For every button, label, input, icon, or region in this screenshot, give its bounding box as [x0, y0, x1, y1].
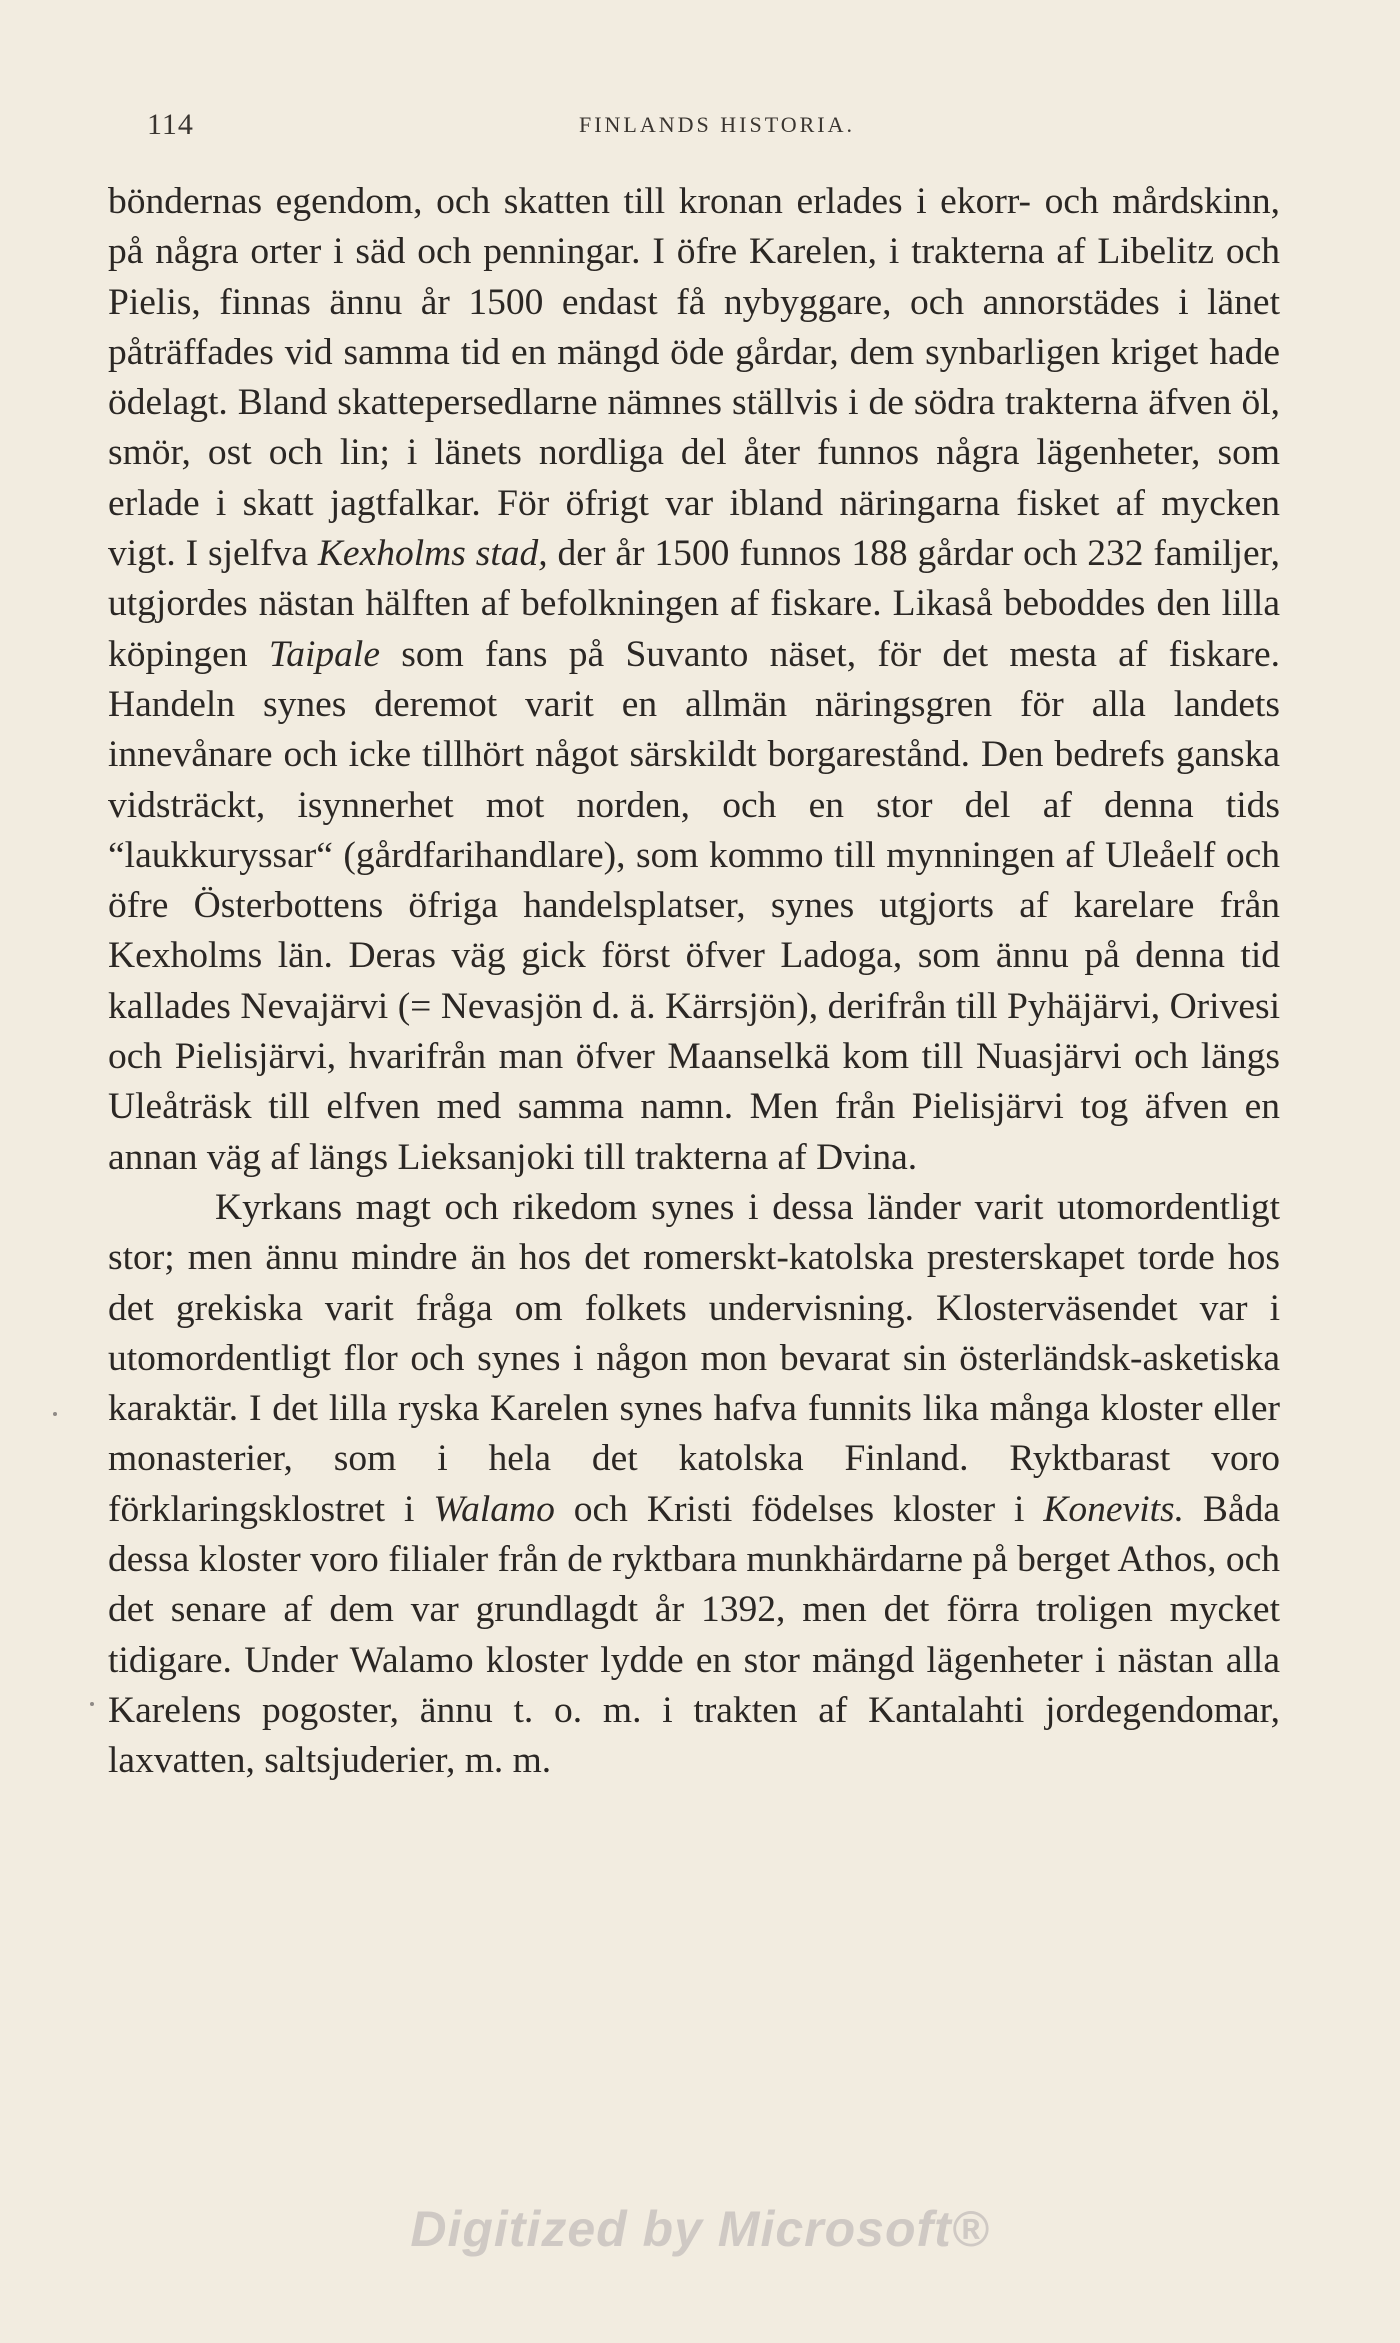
- paragraph-2-italic-konevits: Konevits.: [1043, 1488, 1184, 1530]
- paragraph-1: [108, 177, 1280, 1183]
- page-header: [147, 108, 1287, 148]
- paragraph-2-text-b: och Kristi födelses kloster i: [554, 1488, 1044, 1530]
- paragraph-2-text-c: Båda dessa kloster voro filialer från de ryktbara munkhärdarne på berget Athos, och det senare af dem var grundlagdt år 1392, men det förra troligen mycket tidigare. Under Walamo kloster lydde en stor mängd lägenheter i nästan alla Karelens pogoster, ännu t. o. m. i trakten af Kantalahti jordegendomar, laxvatten, saltsjuderier, m. m.: [108, 1488, 1280, 1782]
- paragraph-1-text-c: som fans på Suvanto näset, för det mesta af fiskare. Handeln synes deremot varit en allmän näringsgren för alla landets innevånare och icke tillhört något särskildt borgarestånd. Den bedrefs ganska vidsträckt, isynnerhet mot norden, och en stor del af denna tids “laukkuryssar“ (gårdfarihandlare), som kommo till mynningen af Uleåelf och öfre Österbottens öfriga handelsplatser, synes utgjorts af karelare från Kexholms län. Deras väg gick först öfver Ladoga, som ännu på denna tid kallades Nevajärvi (= Nevasjön d. ä. Kärrsjön), derifrån till Pyhäjärvi, Orivesi och Pielisjärvi, hvarifrån man öfver Maanselkä kom till Nuasjärvi och längs Uleåträsk till elfven med samma namn. Men från Pielisjärvi tog äfven en annan väg af längs Lieksanjoki till trakterna af Dvina.: [108, 633, 1280, 1178]
- paragraph-2-italic-walamo: Walamo: [433, 1488, 555, 1530]
- page-number: 114: [147, 108, 194, 141]
- print-speck: [53, 1412, 57, 1416]
- paragraph-1-italic-kexholms: Kexholms stad,: [317, 533, 548, 575]
- paragraph-1-italic-taipale: Taipale: [268, 633, 380, 675]
- body-text: [108, 177, 1280, 1787]
- paragraph-2-text-a: Kyrkans magt och rikedom synes i dessa länder varit utomordentligt stor; men ännu mindre än hos det romerskt-katolska presterskapet torde hos det grekiska varit fråga om folkets undervisning. Klosterväsendet var i utomordentligt flor och synes i någon mon bevarat sin österländsk-asketiska karaktär. I det lilla ryska Karelen synes hafva funnits lika många kloster eller monasterier, som i hela det katolska Finland. Ryktbarast voro förklaringsklostret i: [108, 1186, 1280, 1530]
- print-speck: [90, 1702, 94, 1706]
- paragraph-1-text-b: der år 1500 funnos 188 gårdar och 232 familjer, utgjordes nästan hälften af befolkningen af fiskare. Likaså beboddes den lilla köpingen: [108, 533, 1280, 675]
- running-title: FINLANDS HISTORIA.: [578, 112, 856, 137]
- paragraph-2: [108, 1183, 1280, 1787]
- digitization-watermark: Digitized by Microsoft®: [410, 2201, 990, 2257]
- paragraph-1-text-a: böndernas egendom, och skatten till kronan erlades i ekorr- och mårdskinn, på några orter i säd och penningar. I öfre Karelen, i trakterna af Libelitz och Pielis, finnas ännu år 1500 endast få nybyggare, och annorstädes i länet påträffades vid samma tid en mängd öde gårdar, dem synbarligen kriget hade ödelagt. Bland skattepersedlarne nämnes ställvis i de södra trakterna äfven öl, smör, ost och lin; i länets nordliga del åter funnos några lägenheter, som erlade i skatt jagtfalkar. För öfrigt var ibland näringarna fisket af mycken vigt. I sjelfva: [108, 181, 1280, 575]
